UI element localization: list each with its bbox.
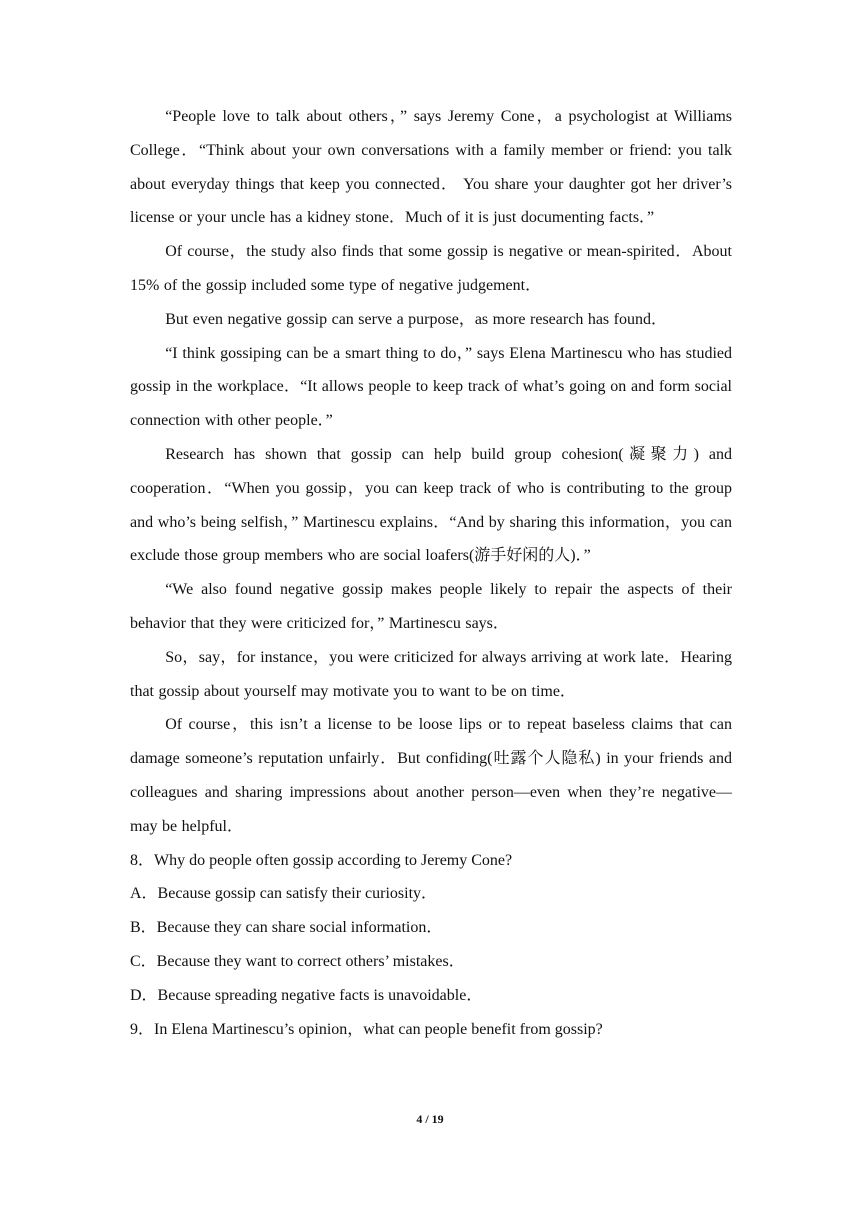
- paragraph-8: Of course，this isn’t a license to be loose lips or to repeat baseless claims that can damage someone’s reputation unfairly．But confiding(吐露个人隐私) in your friends and colleagues and sharing impressions about another person—even when they’re negative—may be helpful．: [130, 716, 732, 835]
- option-d: D．Because spreading negative facts is unavoidable．: [130, 986, 483, 1004]
- paragraph-5: Research has shown that gossip can help build group cohesion(凝聚力) and cooperation．“When you gossip，you can keep track of who is contributing to the group and who’s being selfish，” Martinescu explains．“And by sharing this information，you can exclude those group members who are social loafers(游手好闲的人)．”: [130, 445, 732, 565]
- paragraph-1: “People love to talk about others，” says Jeremy Cone，a psychologist at Williams College．“Think about your own conversations with a family member or friend: you talk about everyday things that keep you connected． You share your daughter got her driver’s license or your uncle has a kidney stone．Much of it is just documenting facts．”: [130, 108, 732, 227]
- paragraph-4: “I think gossiping can be a smart thing to do，” says Elena Martinescu who has studied gossip in the workplace．“It allows people to keep track of what’s going on and form social connection with other people．”: [130, 344, 732, 430]
- paragraph-6: “We also found negative gossip makes people likely to repair the aspects of their behavior that they were criticized for，” Martinescu says．: [130, 581, 732, 632]
- option-b: B．Because they can share social information．: [130, 919, 443, 937]
- paragraph-3: But even negative gossip can serve a purpose，as more research has found．: [165, 310, 667, 328]
- page-number: 4 / 19: [416, 1112, 444, 1126]
- question-9: 9．In Elena Martinescu’s opinion，what can people benefit from gossip?: [130, 1020, 603, 1038]
- paragraph-2: Of course，the study also finds that some gossip is negative or mean-spirited．About 15% of the gossip included some type of negative judgement．: [130, 243, 732, 294]
- option-a: A．Because gossip can satisfy their curiosity．: [130, 885, 438, 903]
- question-8: 8．Why do people often gossip according to Jeremy Cone?: [130, 851, 513, 869]
- option-c: C．Because they want to correct others’ mistakes．: [130, 952, 465, 970]
- paragraph-7: So，say，for instance，you were criticized for always arriving at work late．Hearing that gossip about yourself may motivate you to want to be on time．: [130, 648, 732, 700]
- article-body: [130, 100, 732, 1046]
